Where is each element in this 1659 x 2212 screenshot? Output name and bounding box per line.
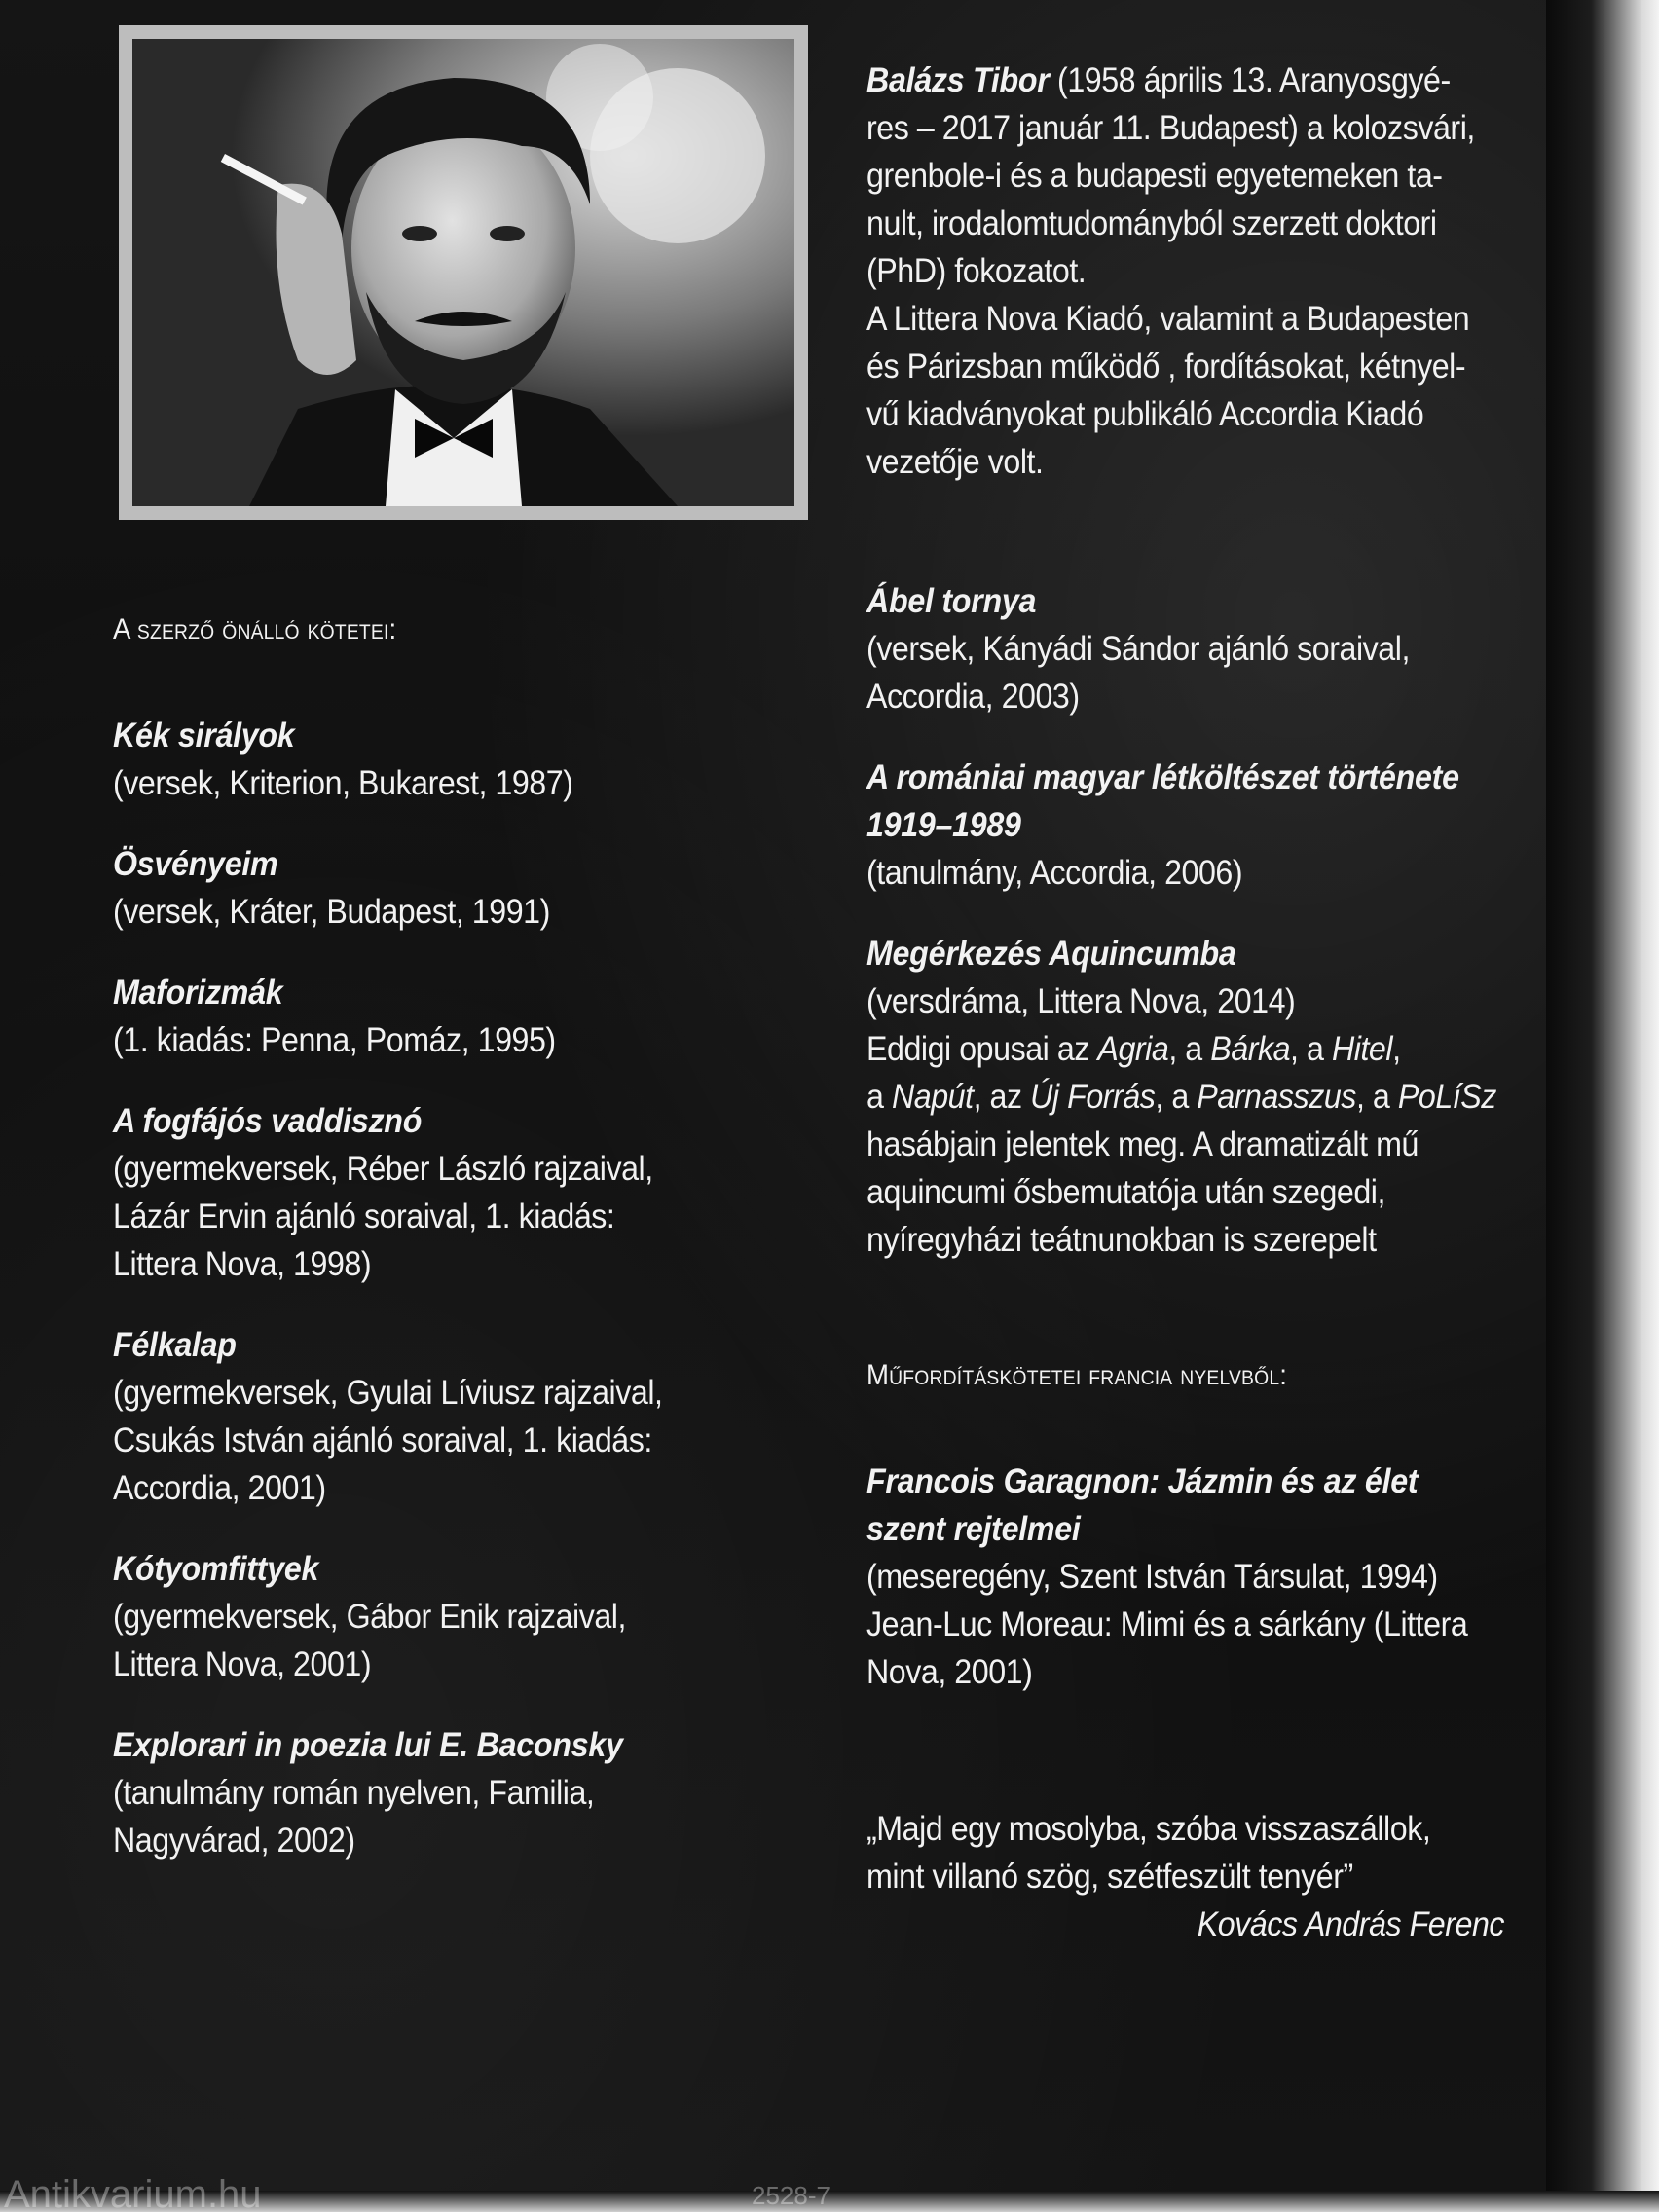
bio-line: vű kiadványokat publikáló Accordia Kiadó xyxy=(866,395,1424,433)
works-heading: A szerző önálló kötetei: xyxy=(113,613,397,645)
bottom-code: 2528-7 xyxy=(752,2181,830,2210)
book-title: Kótyomfittyek xyxy=(113,1550,319,1588)
book-title: szent rejtelmei xyxy=(866,1510,1081,1548)
book-details: Nagyvárad, 2002) xyxy=(113,1822,355,1860)
book-entry xyxy=(113,969,722,1064)
book-entry xyxy=(113,712,722,807)
site-watermark: Antikvarium.hu xyxy=(4,2173,262,2212)
quote-author: Kovács András Ferenc xyxy=(1197,1905,1505,1943)
magazine-name: Parnasszus xyxy=(1197,1078,1356,1116)
book-title: Francois Garagnon: Jázmin és az élet xyxy=(866,1462,1419,1500)
book-details: nyíregyházi teátnunokban is szerepelt xyxy=(866,1221,1377,1259)
quote-block xyxy=(866,1805,1511,1948)
book-details: (gyermekversek, Gyulai Líviusz rajzaival, xyxy=(113,1374,663,1412)
book-details: (versek, Kányádi Sándor ajánló soraival, xyxy=(866,630,1410,668)
book-title: A fogfájós vaddisznó xyxy=(113,1102,423,1140)
bio-line: res – 2017 január 11. Budapest) a kolozsvári, xyxy=(866,109,1475,147)
author-photo-frame xyxy=(119,25,808,520)
book-title: Maforizmák xyxy=(113,974,283,1012)
works-list-left xyxy=(113,606,722,1864)
book-details: (versdráma, Littera Nova, 2014) xyxy=(866,982,1296,1020)
book-details: Accordia, 2003) xyxy=(866,678,1080,716)
bio-line: vezetője volt. xyxy=(866,443,1044,481)
bio-line: és Párizsban működő , fordításokat, kétnyel- xyxy=(866,348,1466,386)
book-details: Lázár Ervin ajánló soraival, 1. kiadás: xyxy=(113,1198,615,1235)
book-title: Ábel tornya xyxy=(866,582,1037,620)
publications-line: a Napút, az Új Forrás, a Parnasszus, a PoLíSz xyxy=(866,1078,1496,1116)
bio-line: grenbole-i és a budapesti egyetemeken ta- xyxy=(866,157,1443,195)
book-details: (gyermekversek, Réber László rajzaival, xyxy=(113,1150,653,1188)
book-title: Megérkezés Aquincumba xyxy=(866,935,1236,973)
bio-line: (1958 április 13. Aranyosgyé- xyxy=(1049,61,1451,99)
book-details: hasábjain jelentek meg. A dramatizált mű xyxy=(866,1125,1419,1163)
book-details: (1. kiadás: Penna, Pomáz, 1995) xyxy=(113,1021,556,1059)
magazine-name: Új Forrás xyxy=(1030,1078,1156,1116)
book-entry xyxy=(866,754,1511,897)
bio-and-works-right xyxy=(866,56,1511,1948)
book-entry xyxy=(866,577,1511,720)
book-details: (tanulmány román nyelven, Familia, xyxy=(113,1774,595,1812)
book-details: Littera Nova, 2001) xyxy=(113,1645,372,1683)
book-details: (meseregény, Szent István Társulat, 1994) xyxy=(866,1558,1438,1596)
magazine-name: Bárka xyxy=(1210,1030,1291,1068)
book-title: Kék sirályok xyxy=(113,717,295,755)
book-details: Jean-Luc Moreau: Mimi és a sárkány (Littera xyxy=(866,1605,1468,1643)
book-entry xyxy=(113,1721,722,1864)
translations-heading: Műfordításkötetei francia nyelvből: xyxy=(866,1359,1288,1391)
bio-line: nult, irodalomtudományból szerzett doktori xyxy=(866,204,1437,242)
book-details: (versek, Kriterion, Bukarest, 1987) xyxy=(113,764,573,802)
page-edge-shadow xyxy=(1546,0,1659,2212)
author-bio xyxy=(866,56,1511,486)
book-entry xyxy=(866,930,1511,1264)
book-title: Explorari in poezia lui E. Baconsky xyxy=(113,1726,623,1764)
book-entry xyxy=(113,1097,722,1288)
quote-line: mint villanó szög, szétfeszült tenyér” xyxy=(866,1858,1353,1896)
book-entry xyxy=(113,1545,722,1688)
book-entry xyxy=(113,840,722,936)
magazine-name: Hitel xyxy=(1331,1030,1393,1068)
book-details: (versek, Kráter, Budapest, 1991) xyxy=(113,893,550,931)
book-entry xyxy=(113,1321,722,1512)
magazine-name: Agria xyxy=(1097,1030,1169,1068)
magazine-name: PoLíSz xyxy=(1397,1078,1496,1116)
book-details: Accordia, 2001) xyxy=(113,1469,326,1507)
book-details: (tanulmány, Accordia, 2006) xyxy=(866,854,1243,892)
author-name: Balázs Tibor xyxy=(866,61,1050,99)
publications-line: Eddigi opusai az Agria, a Bárka, a Hitel, xyxy=(866,1030,1401,1068)
book-details: aquincumi ősbemutatója után szegedi, xyxy=(866,1173,1385,1211)
bio-line: A Littera Nova Kiadó, valamint a Budapesten xyxy=(866,300,1470,338)
book-title: A romániai magyar létköltészet története xyxy=(866,758,1459,796)
bio-line: (PhD) fokozatot. xyxy=(866,252,1087,290)
book-details: Nova, 2001) xyxy=(866,1653,1033,1691)
book-details: (gyermekversek, Gábor Enik rajzaival, xyxy=(113,1598,626,1636)
magazine-name: Napút xyxy=(891,1078,974,1116)
book-title: Félkalap xyxy=(113,1326,237,1364)
book-title: 1919–1989 xyxy=(866,806,1021,844)
book-details: Csukás István ajánló soraival, 1. kiadás: xyxy=(113,1421,652,1459)
book-details: Littera Nova, 1998) xyxy=(113,1245,372,1283)
author-portrait-photo xyxy=(132,39,794,506)
translation-entry xyxy=(866,1457,1511,1696)
book-title: Ösvényeim xyxy=(113,845,278,883)
quote-line: „Majd egy mosolyba, szóba visszaszállok, xyxy=(866,1810,1431,1848)
